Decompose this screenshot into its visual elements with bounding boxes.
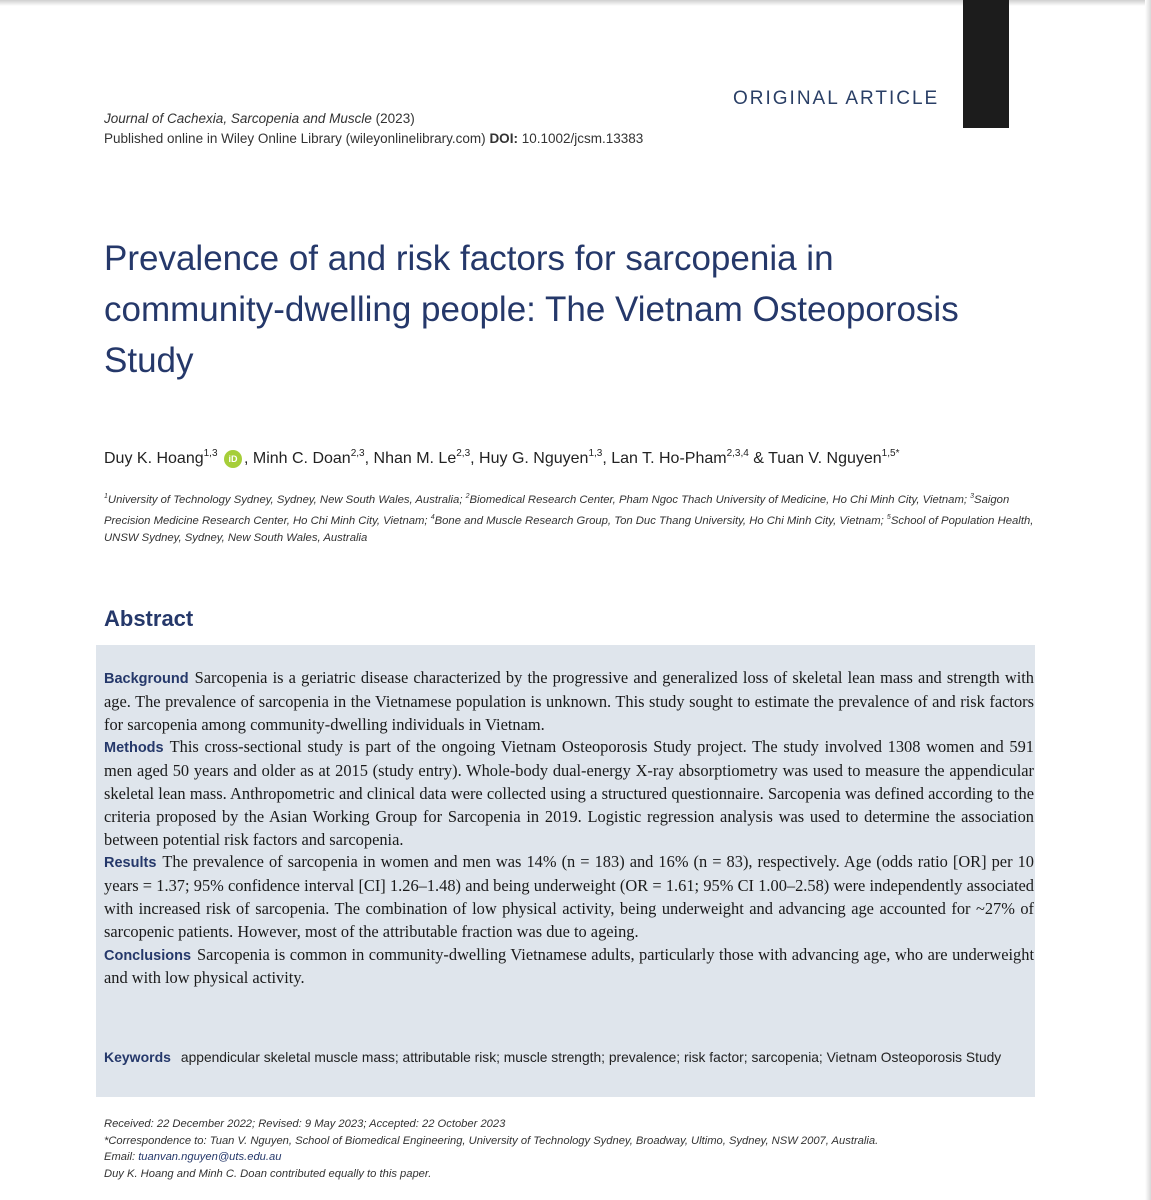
journal-year: (2023) <box>375 111 415 126</box>
received-dates: Received: 22 December 2022; Revised: 9 May 2023; Accepted: 22 October 2023 <box>104 1118 506 1130</box>
conclusions-label: Conclusions <box>104 947 192 964</box>
methods-label: Methods <box>104 740 164 757</box>
author-name[interactable]: Tuan V. Nguyen <box>768 450 882 467</box>
journal-color-tab <box>963 0 1009 128</box>
affil-num: 4 <box>430 513 435 521</box>
page-right-edge <box>1145 0 1151 1200</box>
affil-text: Biomedical Research Center, Pham Ngoc Thach University of Medicine, Ho Chi Minh City, Vietnam; <box>469 493 967 506</box>
abstract-conclusions <box>104 944 1034 991</box>
author-affil-sup: 2,3,4 <box>726 448 749 459</box>
author-name[interactable]: Lan T. Ho-Pham <box>611 450 727 467</box>
affil-text: School of Population Health, UNSW Sydney, Sydney, New South Wales, Australia <box>104 514 1034 544</box>
background-label: Background <box>104 671 189 687</box>
separator: , <box>364 450 370 467</box>
affil-text: Bone and Muscle Research Group, Ton Duc Thang University, Ho Chi Minh City, Vietnam; <box>434 514 884 527</box>
author-name[interactable]: Nhan M. Le <box>373 450 457 467</box>
methods-text: This cross-sectional study is part of the ongoing Vietnam Osteoporosis Study project. The study involved 1308 women and 591 men aged 50 years and older as at 2015 (study entry). Whole-body dual-energy X-ray absorptiometry was used to measure the appendicular skeletal lean mass. Anthropometric and clinical data were collected using a structured questionnaire. Sarcopenia was defined according to the criteria proposed by the Asian Working Group for Sarcopenia in 2019. Logistic regression analysis was used to determine the association between potential risk factors and sarcopenia. <box>104 737 1034 849</box>
affil-num: 1 <box>104 493 108 500</box>
doi-link[interactable]: 10.1002/jcsm.13383 <box>521 131 644 146</box>
author-name[interactable]: Minh C. Doan <box>252 450 351 467</box>
keywords <box>104 1047 1034 1068</box>
email-line <box>104 1149 1039 1166</box>
author-affil-sup: 2,3 <box>350 448 365 459</box>
article-title: Prevalence of and risk factors for sarcopenia in community-dwelling people: The Vietnam Osteoporosis Study <box>104 239 959 380</box>
separator: , <box>470 450 475 467</box>
email-label: Email: <box>104 1151 136 1163</box>
abstract-methods <box>104 736 1034 851</box>
results-text: The prevalence of sarcopenia in women and men was 14% (n = 183) and 16% (n = 83), respectively. Age (odds ratio [OR] per 10 years = 1.37; 95% confidence interval [CI] 1.26–1.48) and being underweight (OR = 1.61; 95% CI 1.00–2.58) were independently associated with increased risk of sarcopenia. The combination of low physical activity, being underweight and advancing age accounted for ~27% of sarcopenic patients. However, most of the attributable fraction was due to ageing. <box>104 852 1034 941</box>
published-online: Published online in Wiley Online Library (wileyonlinelibrary.com) <box>104 131 486 146</box>
correspondence: *Correspondence to: Tuan V. Nguyen, School of Biomedical Engineering, University of Technology Sydney, Broadway, Ultimo, Sydney, NSW 2007, Australia. <box>104 1134 879 1147</box>
article-type-label: ORIGINAL ARTICLE <box>733 88 940 109</box>
author-affil-sup: 1,5* <box>881 448 900 459</box>
author-list <box>104 448 899 468</box>
abstract-heading: Abstract <box>104 606 194 631</box>
abstract-body <box>104 667 1034 990</box>
background-text: Sarcopenia is a geriatric disease characterized by the progressive and generalized loss of skeletal lean mass and strength with age. The prevalence of sarcopenia in the Vietnamese population is unknown. This study sought to estimate the prevalence of and risk factors for sarcopenia among community-dwelling individuals in Vietnam. <box>104 668 1034 734</box>
abstract-results <box>104 851 1034 943</box>
author-name[interactable]: Huy G. Nguyen <box>479 450 589 467</box>
doi-label: DOI: <box>489 131 518 146</box>
contribution-note: Duy K. Hoang and Minh C. Doan contributed equally to this paper. <box>104 1167 432 1180</box>
separator: , <box>602 450 607 467</box>
author-affil-sup: 1,3 <box>203 448 218 459</box>
journal-name: Journal of Cachexia, Sarcopenia and Muscle <box>104 111 372 126</box>
author-affil-sup: 2,3 <box>456 448 471 459</box>
affil-num: 3 <box>970 493 975 500</box>
keywords-text: appendicular skeletal muscle mass; attributable risk; muscle strength; prevalence; risk factor; sarcopenia; Vietnam Osteoporosis Study <box>180 1050 1002 1065</box>
separator: , <box>243 450 249 467</box>
affil-text: Saigon Precision Medicine Research Center, Ho Chi Minh City, Vietnam; <box>104 493 1010 527</box>
journal-info <box>104 109 643 149</box>
keywords-label: Keywords <box>104 1049 171 1065</box>
email-link[interactable]: tuanvan.nguyen@uts.edu.au <box>138 1151 282 1163</box>
affil-num: 5 <box>886 513 891 521</box>
author-name[interactable]: Duy K. Hoang <box>104 450 204 467</box>
orcid-icon[interactable]: iD <box>224 450 242 468</box>
affiliations <box>104 488 1039 547</box>
affil-text: University of Technology Sydney, Sydney, New South Wales, Australia; <box>107 493 463 506</box>
separator: & <box>753 450 764 467</box>
author-affil-sup: 1,3 <box>588 448 603 459</box>
footnotes <box>104 1116 1039 1182</box>
conclusions-text: Sarcopenia is common in community-dwelling Vietnamese adults, particularly those with advancing age, who are underweight and with low physical activity. <box>104 944 1034 988</box>
abstract-background <box>104 667 1034 736</box>
results-label: Results <box>104 855 157 872</box>
affil-num: 2 <box>465 493 470 500</box>
